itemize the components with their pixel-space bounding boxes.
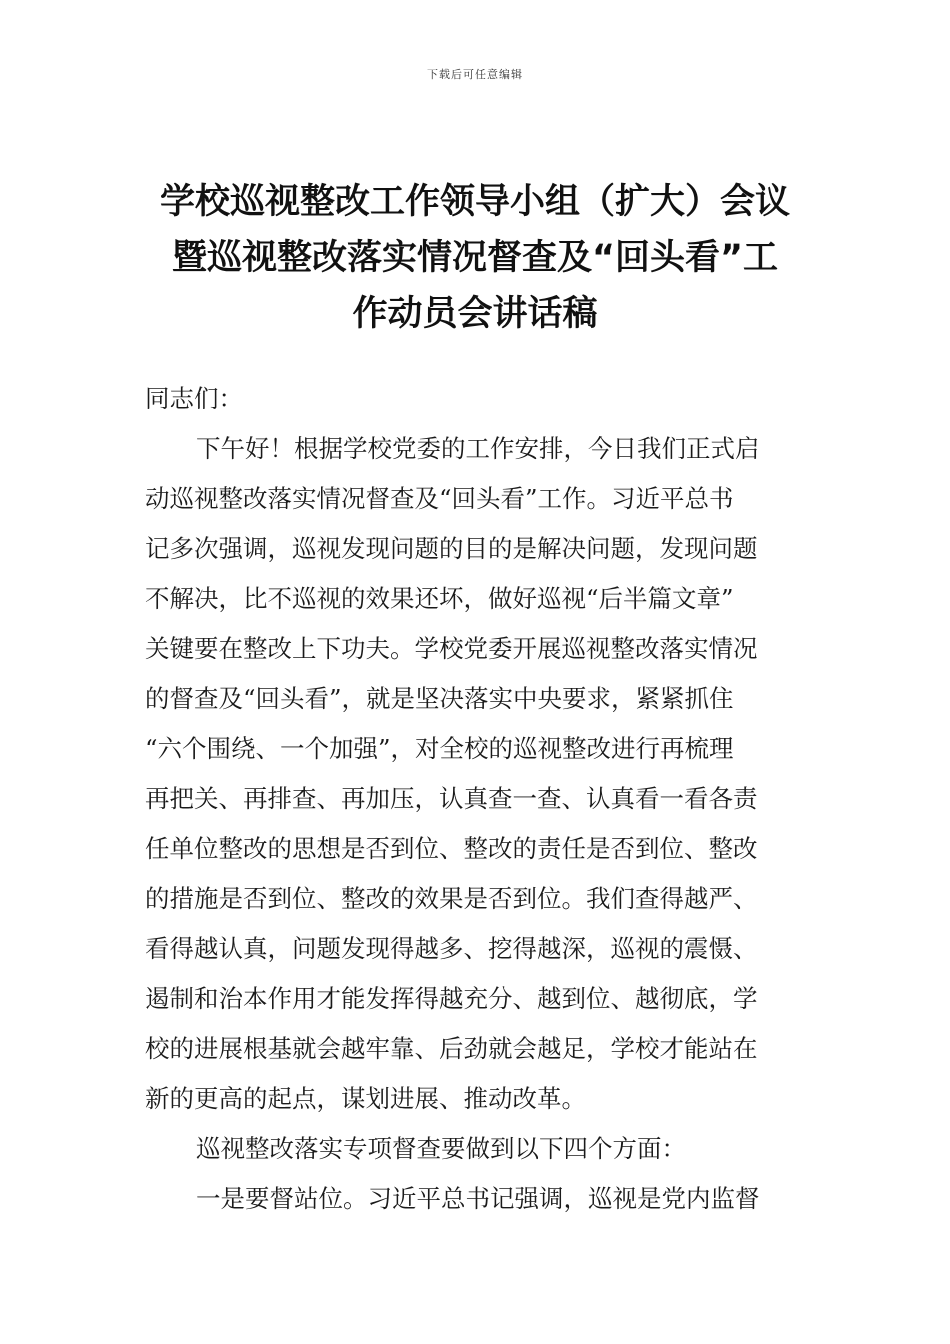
- paragraph-line: 新的更高的起点，谋划进展、推动改革。: [145, 1084, 586, 1113]
- title-line: 学校巡视整改工作领导小组（扩大）会议: [159, 182, 790, 222]
- paragraph-2: 巡视整改落实专项督查要做到以下四个方面：: [196, 1134, 686, 1163]
- paragraph-line: 的措施是否到位、整改的效果是否到位。我们查得越严、: [145, 884, 758, 913]
- header-note: 下载后可任意编辑: [427, 68, 523, 81]
- paragraph-line: 的督查及“回头看”，就是坚决落实中央要求，紧紧抓住: [145, 684, 734, 713]
- paragraph-line: 动巡视整改落实情况督查及“回头看”工作。习近平总书: [145, 484, 734, 513]
- title-line: 暨巡视整改落实情况督查及“回头看”工: [171, 238, 778, 278]
- title-line: 作动员会讲话稿: [352, 294, 598, 334]
- paragraph-line: 关键要在整改上下功夫。学校党委开展巡视整改落实情况: [145, 634, 758, 663]
- paragraph-line: 再把关、再排查、再加压，认真查一查、认真看一看各责: [145, 784, 758, 813]
- paragraph-1: [145, 424, 810, 1124]
- document-body: [145, 374, 810, 1224]
- paragraph-line: “六个围绕、一个加强”，对全校的巡视整改进行再梳理: [145, 734, 734, 763]
- paragraph-line: 记多次强调，巡视发现问题的目的是解决问题，发现问题: [145, 534, 758, 563]
- paragraph-line: 遏制和治本作用才能发挥得越充分、越到位、越彻底，学: [145, 984, 758, 1013]
- document-title: [140, 174, 810, 342]
- greeting: 同志们：: [145, 384, 243, 413]
- paragraph-line: 校的进展根基就会越牢靠、后劲就会越足，学校才能站在: [145, 1034, 758, 1063]
- paragraph-line: 看得越认真，问题发现得越多、挖得越深，巡视的震慑、: [145, 934, 758, 963]
- paragraph-line: 不解决，比不巡视的效果还坏，做好巡视“后半篇文章”: [145, 584, 734, 613]
- paragraph-line: 下午好！根据学校党委的工作安排，今日我们正式启: [196, 434, 760, 463]
- paragraph-line: 任单位整改的思想是否到位、整改的责任是否到位、整改: [145, 834, 758, 863]
- paragraph-3: 一是要督站位。习近平总书记强调，巡视是党内监督: [196, 1184, 760, 1213]
